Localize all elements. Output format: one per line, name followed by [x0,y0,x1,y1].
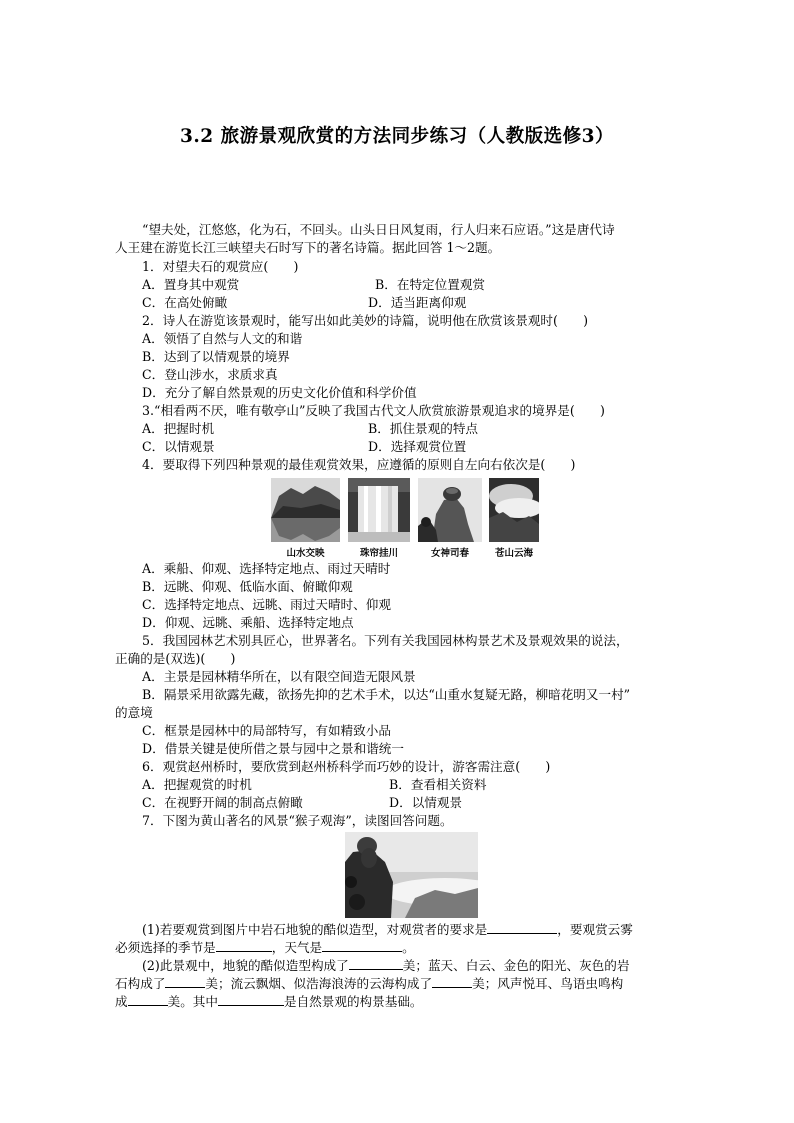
answer-blank[interactable] [218,992,284,1006]
answer-blank[interactable] [349,956,403,970]
photo-caption-3: 女神司春 [430,548,469,559]
q4-option-c: C．选择特定地点、远眺、雨过天晴时、仰观 [142,597,391,612]
q2-option-a: A．领悟了自然与人文的和谐 [142,331,303,346]
q6-stem: 6．观赏赵州桥时，要欣赏到赵州桥科学而巧妙的设计，游客需注意( ) [142,759,551,774]
intro-line-2: 人王建在游览长江三峡望夫石时写下的著名诗篇。据此回答 1～2题。 [115,240,501,255]
answer-blank[interactable] [322,938,402,952]
q4-landscape-photos [271,478,539,558]
page-title: 3.2 旅游景观欣赏的方法同步练习（人教版选修3） [179,126,614,147]
q7-part2-line-2: 石构成了 美；流云飘烟、似浩海浪涛的云海构成了 美；风声悦耳、鸟语虫鸣构 [115,976,624,991]
q7-part2-line-1: (2)此景观中，地貌的酷似造型构成了 美；蓝天、白云、金色的阳光、灰色的岩 [142,958,630,973]
q4-option-b: B．远眺、仰观、低临水面、俯瞰仰观 [142,579,353,594]
answer-blank[interactable] [165,974,205,988]
q7-part2-line-3: 成 美。其中 是自然景观的构景基础。 [115,994,423,1009]
q6-option-a: A．把握观赏的时机 [142,777,252,792]
q1-option-c: C．在高处俯瞰 [142,295,228,310]
q5-option-c: C．框景是园林中的局部特写，有如精致小品 [142,723,391,738]
q6-option-c: C．在视野开阔的制高点俯瞰 [142,795,303,810]
q7-part1-line-1: (1)若要观赏到图片中岩石地貌的酷似造型，对观赏者的要求是 ，要观赏云雾 [142,922,633,937]
landscape-photo-shanshui [271,478,340,542]
q3-option-d: D．选择观赏位置 [368,439,467,454]
q3-stem: 3.“相看两不厌，唯有敬亭山”反映了我国古代文人欣赏旅游景观追求的境界是( ) [142,403,605,418]
photo-caption-2: 珠帘挂川 [359,548,398,559]
q4-stem: 4．要取得下列四种景观的最佳观赏效果，应遵循的原则自左向右依次是( ) [142,457,576,472]
q7-stem: 7．下图为黄山著名的风景“猴子观海”，读图回答问题。 [142,813,453,828]
monkey-watching-sea-photo [345,832,478,918]
q6-option-b: B．查看相关资料 [389,777,487,792]
q4-option-a: A．乘船、仰观、选择特定地点、雨过天晴时 [142,561,391,576]
answer-blank[interactable] [432,974,472,988]
q2-stem: 2．诗人在游览该景观时，能写出如此美妙的诗篇，说明他在欣赏该景观时( ) [142,313,589,328]
intro-line-1: “望夫处，江悠悠，化为石，不回头。山头日日风复雨，行人归来石应语。”这是唐代诗 [142,222,615,237]
q3-option-b: B．抓住景观的特点 [368,421,479,436]
landscape-photo-goddess-rock [418,478,482,542]
photo-caption-4: 苍山云海 [494,548,533,559]
q5-stem-line-2: 正确的是(双选)( ) [115,651,236,666]
q3-option-c: C．以情观景 [142,439,215,454]
q2-option-b: B．达到了以情观景的境界 [142,349,290,364]
landscape-photo-cloud-sea [489,478,539,542]
q5-option-b-line-1: B．隔景采用欲露先藏，欲扬先抑的艺术手术，以达“山重水复疑无路，柳暗花明又一村” [142,687,631,702]
landscape-photo-waterfall [348,478,410,542]
q5-option-d: D．借景关键是使所借之景与园中之景和谐统一 [142,741,404,756]
q5-option-a: A．主景是园林精华所在，以有限空间造无限风景 [142,669,416,684]
q7-part1-line-2: 必须选择的季节是 ，天气是 。 [115,940,415,955]
q4-option-d: D．仰观、远眺、乘船、选择特定地点 [142,615,354,630]
photo-caption-1: 山水交映 [286,548,325,559]
q1-option-a: A．置身其中观赏 [142,277,240,292]
q1-option-b: B．在特定位置观赏 [375,277,486,292]
answer-blank[interactable] [487,920,557,934]
q1-stem: 1．对望夫石的观赏应( ) [142,259,299,274]
q1-option-d: D．适当距离仰观 [368,295,467,310]
q5-stem-line-1: 5．我国园林艺术别具匠心，世界著名。下列有关我国园林构景艺术及景观效果的说法， [142,633,629,648]
q3-option-a: A．把握时机 [142,421,215,436]
answer-blank[interactable] [128,992,168,1006]
q2-option-d: D．充分了解自然景观的历史文化价值和科学价值 [142,385,417,400]
q2-option-c: C．登山涉水，求质求真 [142,367,278,382]
q5-option-b-line-2: 的意境 [115,705,153,720]
answer-blank[interactable] [216,938,272,952]
q6-option-d: D．以情观景 [389,795,463,810]
